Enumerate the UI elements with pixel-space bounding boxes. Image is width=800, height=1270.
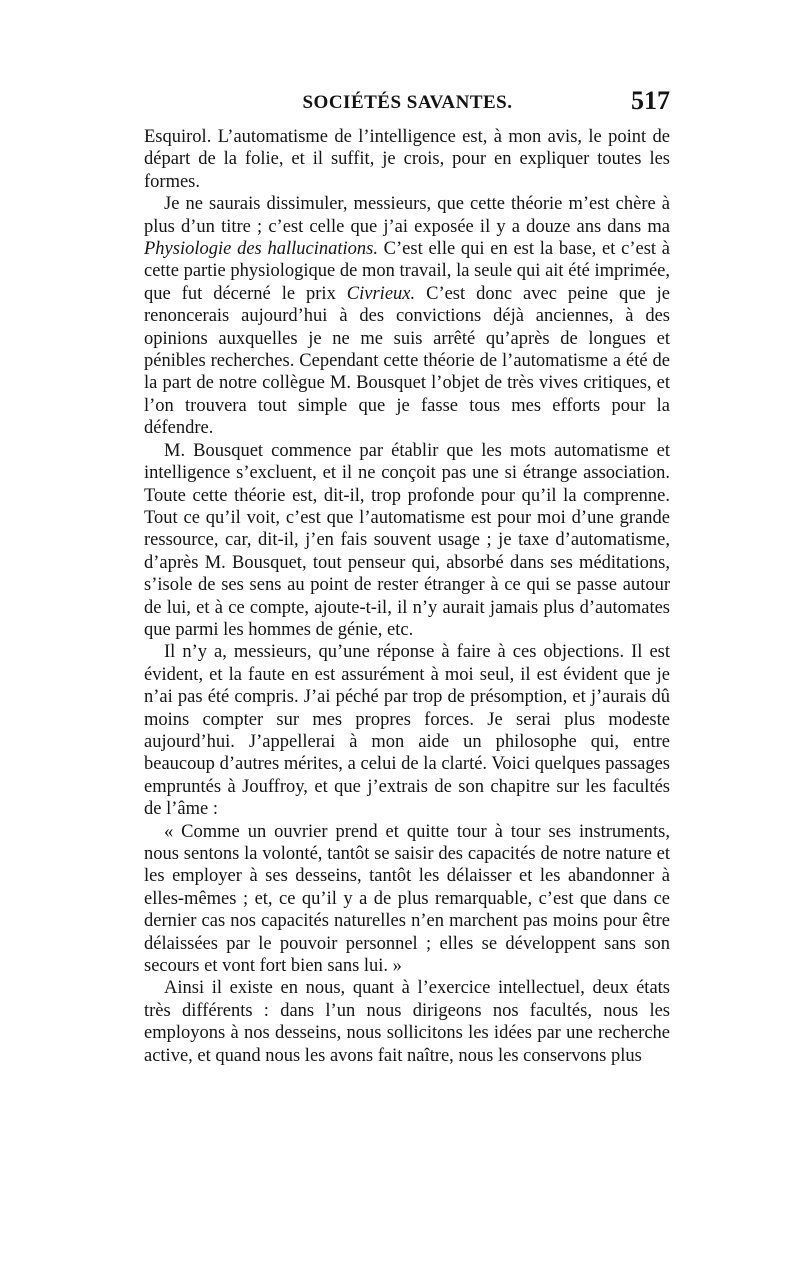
running-header [145, 86, 670, 122]
book-title-physiologie: Physiologie des hallucinations. [144, 239, 378, 260]
quotation-jouffroy: « Comme un ouvrier prend et quitte tour à tour ses instruments, nous sentons la volonté, tantôt se saisir des capacités de notre nature et les employer à ses desseins, tantôt les délaisser et les abandonner à elles-mêmes ; et, ce qu’il y a de plus remarquable, c’est que dans ce dernier cas nos capacités naturelles n’en marchent pas moins pour être délaissées par le pouvoir personnel ; elles se développent sans son secours et vont fort bien sans lui. » [144, 821, 670, 977]
paragraph-2 [144, 193, 670, 439]
paragraph-3: M. Bousquet commence par établir que les mots automatisme et intelligence s’excluent, et il ne conçoit pas une si étrange association. Toute cette théorie est, dit-il, trop profonde pour qu’il la comprenne. Tout ce qu’il voit, c’est que l’automatisme est pour moi d’une grande ressource, car, dit-il, j’en fais souvent usage ; je taxe d’automatisme, d’après M. Bousquet, tout penseur qui, absorbé dans ses méditations, s’isole de ses sens au point de rester étranger à ce qui se passe autour de lui, et à ce compte, ajoute-t-il, il n’y aurait jamais plus d’automates que parmi les hommes de génie, etc. [144, 440, 670, 640]
body-text [144, 126, 670, 1067]
page-number: 517 [631, 86, 670, 115]
paragraph-4: Il n’y a, messieurs, qu’une réponse à faire à ces objections. Il est évident, et la faute en est assurément à moi seul, il est évident que je n’ai pas été compris. J’ai péché par trop de présomption, et j’aurais dû moins compter sur mes propres forces. Je serai plus modeste aujourd’hui. J’appellerai à mon aide un philosophe qui, entre beaucoup d’autres mérites, a celui de la clarté. Voici quelques passages empruntés à Jouffroy, et que j’extrais de son chapitre sur les facultés de l’âme : [144, 642, 670, 820]
prize-name-civrieux: Civrieux. [346, 283, 416, 304]
paragraph-2-part-5: C’est donc avec peine que je renoncerais aujourd’hui à des convictions déjà anciennes, à des opinions auxquelles je ne me suis arrêté qu’après de longues et pénibles recherches. Cependant cette théorie de l’automatisme a été de la part de notre collègue M. Bousquet l’objet de très vives critiques, et l’on trouvera tout simple que je fasse tous mes efforts pour la défendre. [144, 283, 670, 439]
paragraph-1: Esquirol. L’automatisme de l’intelligence est, à mon avis, le point de départ de la folie, et il suffit, je crois, pour en expliquer toutes les formes. [144, 127, 670, 192]
paragraph-2-part-1: Je ne saurais dissimuler, messieurs, que cette théorie m’est chère à plus d’un titre ; c’est celle que j’ai exposée il y a douze ans dans ma [144, 194, 670, 237]
paragraph-2-part-3: C’est elle qui en est la base, et c’est à cette partie physiologique de mon travail, la seule qui ait été imprimée, que fut décerné le prix [144, 239, 670, 304]
paragraph-6: Ainsi il existe en nous, quant à l’exercice intellectuel, deux états très différents : dans l’un nous dirigeons nos facultés, nous les employons à nos desseins, nous sollicitons les idées par une recherche active, et quand nous les avons fait naître, nous les conservons plus [144, 978, 670, 1066]
running-title: SOCIÉTÉS SAVANTES. [302, 92, 513, 113]
